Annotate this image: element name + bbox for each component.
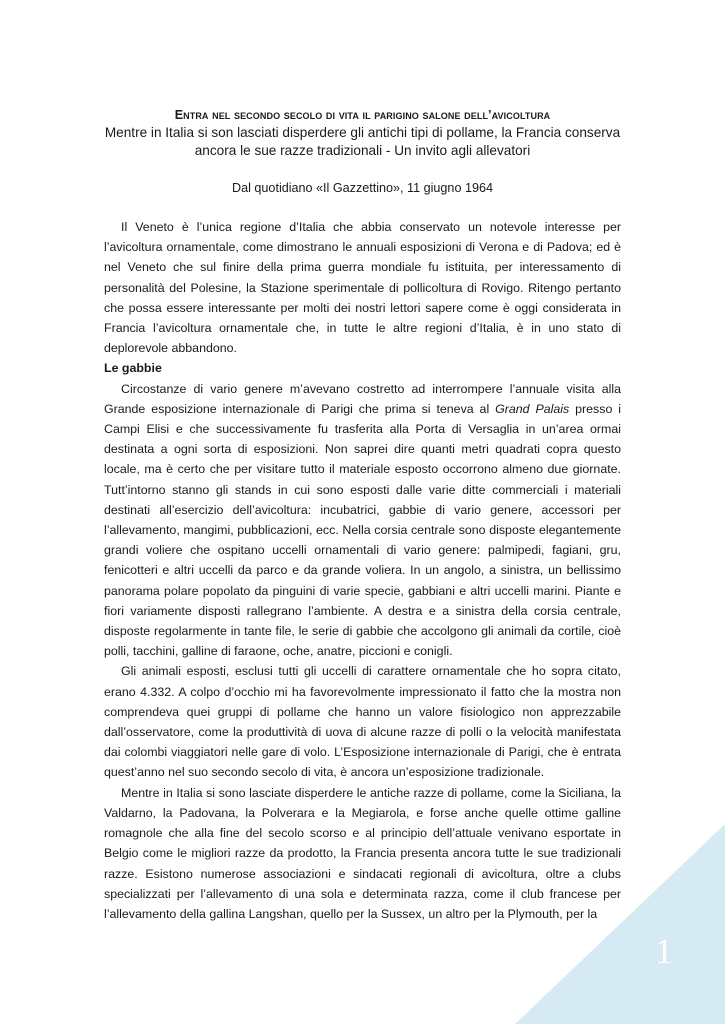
section-heading: Le gabbie — [104, 361, 162, 376]
article-body — [104, 217, 621, 924]
article-subtitle-line-1: Mentre in Italia si son lasciati disperdere gli antichi tipi di pollame, la Francia conserva — [104, 125, 621, 140]
article-subtitle-line-2: ancora le sue razze tradizionali - Un invito agli allevatori — [194, 143, 531, 158]
section-paragraph-2: Gli animali esposti, esclusi tutti gli uccelli di carattere ornamentale che ho sopra citato, erano 4.332. A colpo d’occhio mi ha favorevolmente impressionato il fatto che la mostra non comprendeva quei gruppi di pollame che hanno un valore fisiologico non apprezzabile dall’osservatore, come la produttività di uova di alcune razze di polli o la velocità manifestata dai colombi viaggiatori nelle gare di volo. L’Esposizione internazionale di Parigi, che è entrata quest’anno nel suo secondo secolo di vita, è ancora un’esposizione tradizionale. — [104, 664, 621, 780]
section-paragraph-1 — [104, 379, 621, 662]
section-paragraph-3: Mentre in Italia si sono lasciate disperdere le antiche razze di pollame, come la Siciliana, la Valdarno, la Padovana, la Polverara e la Megiarola, e forse anche quelle ottime galline romagnole che alla fine del secolo scorso e al principio dell’attuale venivano esportate in Belgio come le migliori razze da prodotto, la Francia presenta ancora tutte le sue tradizionali razze. Esistono numerose associazioni e sindacati regionali di avicoltura, oltre a clubs specializzati per l’allevamento di una sola e determinata razza, come il club francese per l’allevamento della gallina Langshan, quello per la Sussex, un altro per la Plymouth, per la — [104, 785, 621, 921]
paragraph-1-text-b: presso i Campi Elisi e che successivamente fu trasferita alla Porta di Versaglia in un’area ormai destinata a ogni sorta di esposizioni. Non saprei dire quanti metri quadrati copra questo locale, ma è certo che per visitare tutto il materiale esposto occorrono almeno due giornate. Tutt’intorno stanno gli stands in cui sono esposti dalle varie ditte commerciali i materiali destinati all’esercizio dell’avicoltura: incubatrici, gabbie di vario genere, accessori per l’allevamento, mangimi, pubblicazioni, ecc. Nella corsia centrale sono disposte elegantemente grandi voliere che ospitano uccelli ornamentali di vario genere: palmipedi, fagiani, gru, fenicotteri e altri uccelli da parco e da grande voliera. In un angolo, a sinistra, un bellissimo panorama polare popolato da pinguini di varie specie, gabbiani e altri uccelli marini. Piante e fiori variamente disposti rallegrano l’ambiente. A destra e a sinistra della corsia centrale, disposte regolarmente in tante file, le serie di gabbie che accolgono gli animali da cortile, cioè polli, tacchini, galline di faraone, oche, anatre, piccioni e conigli. — [104, 401, 622, 659]
article-source: Dal quotidiano «Il Gazzettino», 11 giugno 1964 — [232, 181, 493, 195]
paragraph-1-text-a: Circostanze di vario genere m’avevano costretto ad interrompere l’annuale visita alla Grande esposizione internazionale di Parigi che prima si teneva al — [104, 381, 621, 416]
article-title: Entra nel secondo secolo di vita il parigino salone dell’avicoltura — [174, 108, 551, 122]
corner-triangle — [515, 824, 725, 1024]
title-block — [100, 107, 625, 196]
corner-decoration — [515, 824, 725, 1024]
intro-paragraph: Il Veneto è l’unica regione d’Italia che abbia conservato un notevole interesse per l’avicoltura ornamentale, come dimostrano le annuali esposizioni di Verona e di Padova; ed è nel Veneto che sul finire della prima guerra mondiale fu istituita, per interessamento di personalità del Polesine, la Stazione sperimentale di pollicoltura di Rovigo. Ritengo pertanto che possa essere interessante per molti dei nostri lettori sapere come è oggi considerata in Francia l’avicoltura ornamentale che, in tutte le altre regioni d’Italia, è in uno stato di deplorevole abbandono. — [104, 220, 621, 356]
grand-palais-italic: Grand Palais — [495, 401, 570, 416]
page-number: 1 — [655, 931, 673, 971]
